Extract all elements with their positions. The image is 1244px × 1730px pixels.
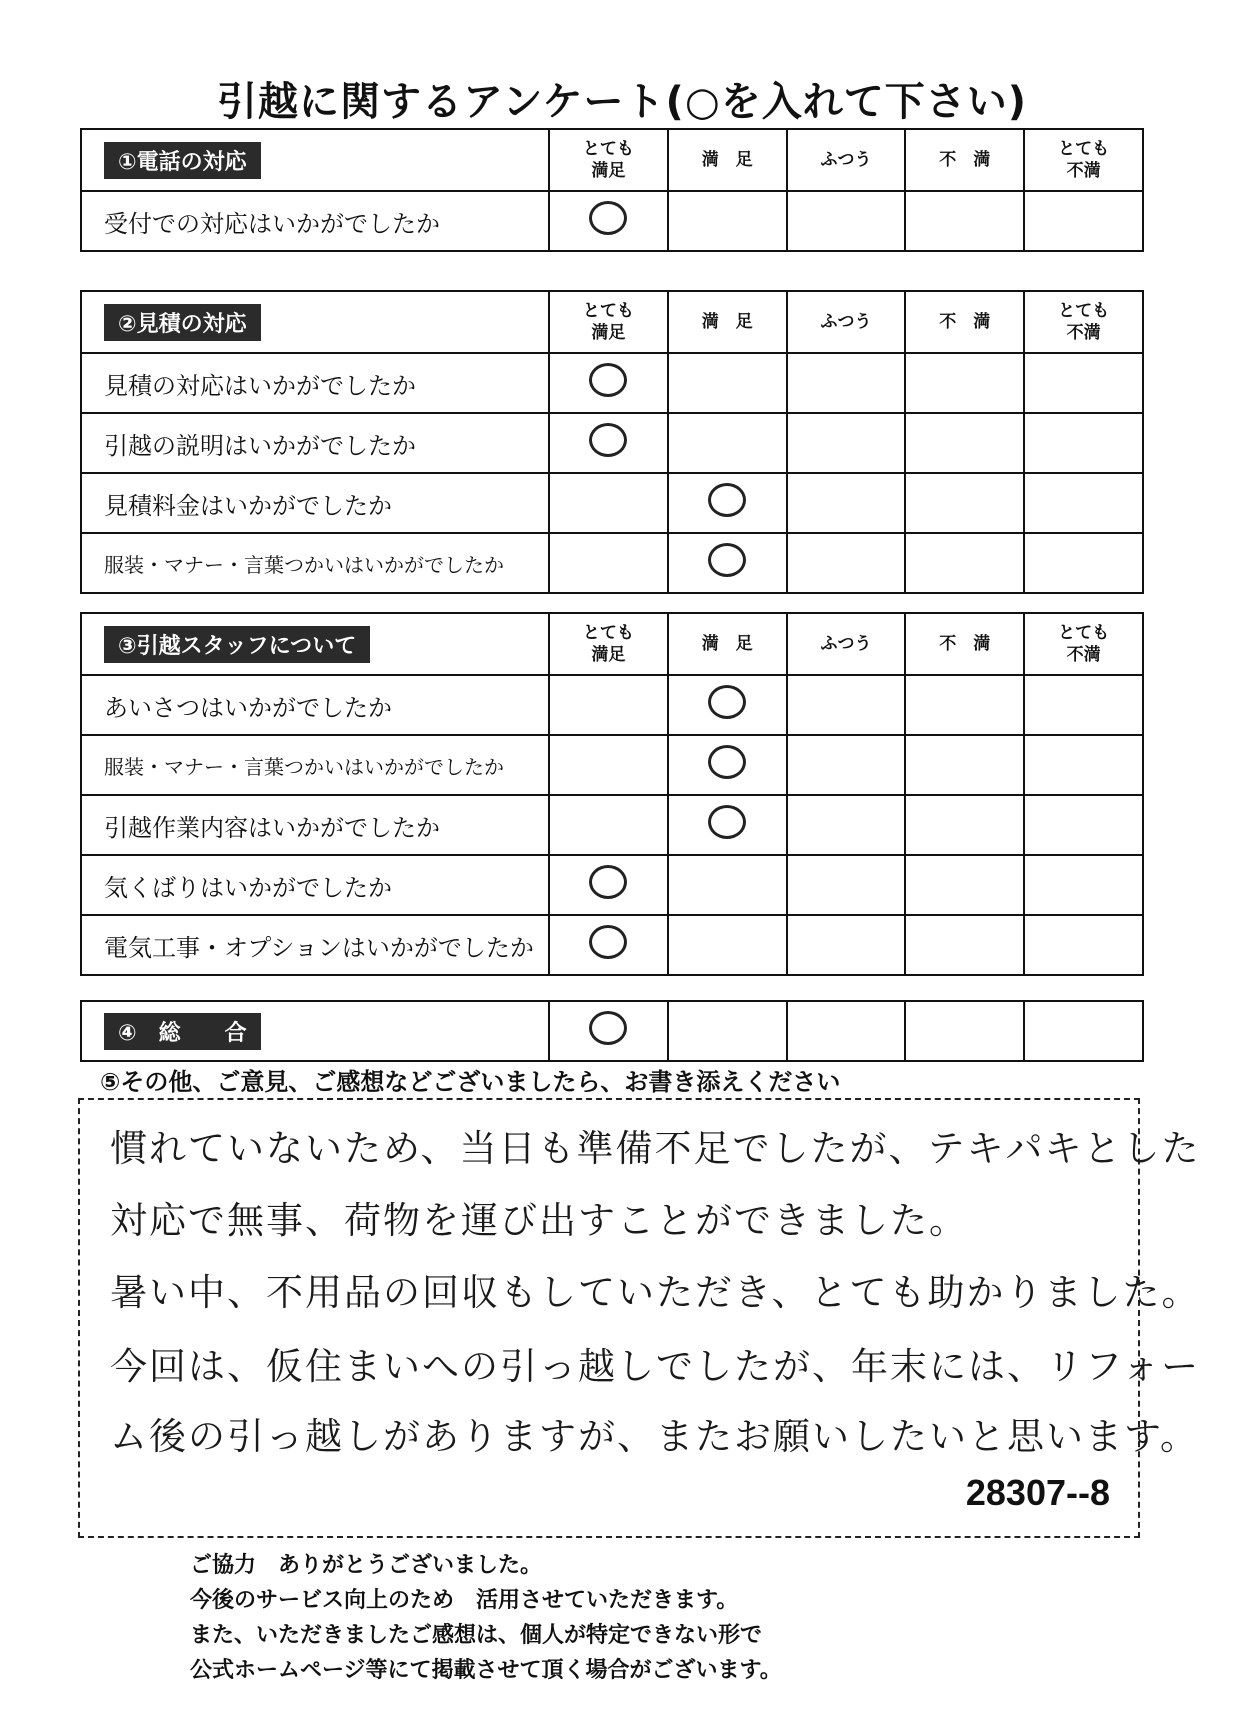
page-title: 引越に関するアンケート(○を入れて下さい) [216,79,1028,125]
header-dissatisfied: 不 満 [905,291,1024,353]
section-5-label: ⑤その他、ご意見、ご感想などございましたら、お書き添えください [100,1068,841,1096]
question-text: 見積の対応はいかがでしたか [104,371,416,400]
header-very-dissatisfied: とても 不満 [1024,613,1143,675]
question-text: 服装・マナー・言葉つかいはいかがでしたか [104,552,504,577]
question-row [81,675,1143,735]
rating-cell[interactable] [905,473,1024,533]
rating-cell[interactable] [549,675,668,735]
reference-number: 28307--8 [965,1472,1110,1513]
rating-cell[interactable] [787,1001,906,1061]
question-row [81,413,1143,473]
rating-cell[interactable] [787,735,906,795]
question-row [81,533,1143,593]
header-neutral: ふつう [787,613,906,675]
question-row [81,353,1143,413]
rating-cell[interactable] [905,1001,1024,1061]
circle-mark-icon [589,865,627,899]
footer-note [190,1548,782,1688]
rating-cell[interactable] [787,855,906,915]
rating-cell[interactable] [1024,191,1143,251]
rating-cell[interactable] [787,191,906,251]
question-row [81,855,1143,915]
question-row [81,915,1143,975]
rating-cell[interactable] [549,1001,668,1061]
rating-cell[interactable] [905,735,1024,795]
section-2-table [80,290,1144,594]
rating-cell[interactable] [787,413,906,473]
rating-cell[interactable] [549,735,668,795]
section-4-table [80,1000,1144,1062]
rating-cell[interactable] [787,533,906,593]
rating-cell[interactable] [905,915,1024,975]
rating-cell[interactable] [1024,735,1143,795]
rating-cell[interactable] [787,675,906,735]
rating-cell[interactable] [1024,413,1143,473]
rating-cell[interactable] [668,473,787,533]
header-satisfied: 満 足 [668,291,787,353]
comment-line: 暑い中、不用品の回収もしていただき、とても助かりました。 [110,1271,1201,1314]
question-row [81,735,1143,795]
rating-cell[interactable] [787,473,906,533]
rating-cell[interactable] [1024,353,1143,413]
header-very-dissatisfied: とても 不満 [1024,129,1143,191]
question-row [81,191,1143,251]
question-text: あいさつはいかがでしたか [104,693,392,722]
comment-line: ム後の引っ越しがありますが、またお願いしたいと思います。 [110,1415,1200,1458]
rating-cell[interactable] [905,675,1024,735]
rating-cell[interactable] [1024,915,1143,975]
rating-cell[interactable] [905,191,1024,251]
rating-cell[interactable] [549,915,668,975]
footer-line: 今後のサービス向上のため 活用させていただきます。 [190,1588,739,1613]
question-row [81,473,1143,533]
header-neutral: ふつう [787,129,906,191]
section-1-table [80,128,1144,252]
header-dissatisfied: 不 満 [905,613,1024,675]
header-satisfied: 満 足 [668,613,787,675]
rating-cell[interactable] [549,473,668,533]
circle-mark-icon [708,483,746,517]
circle-mark-icon [589,423,627,457]
comment-box[interactable] [78,1098,1201,1538]
header-dissatisfied: 不 満 [905,129,1024,191]
circle-mark-icon [589,925,627,959]
rating-cell[interactable] [905,533,1024,593]
circle-mark-icon [589,201,627,235]
rating-cell[interactable] [668,855,787,915]
rating-cell[interactable] [787,795,906,855]
rating-cell[interactable] [1024,473,1143,533]
rating-cell[interactable] [1024,675,1143,735]
section-2-label: ②見積の対応 [104,304,261,341]
rating-cell[interactable] [905,413,1024,473]
circle-mark-icon [708,543,746,577]
rating-cell[interactable] [668,1001,787,1061]
rating-cell[interactable] [549,795,668,855]
rating-cell[interactable] [1024,795,1143,855]
question-text: 受付での対応はいかがでしたか [104,209,440,238]
section-3-label: ③引越スタッフについて [104,626,370,663]
question-text: 見積料金はいかがでしたか [104,491,392,520]
question-text: 気くばりはいかがでしたか [104,873,392,902]
rating-cell[interactable] [549,413,668,473]
rating-cell[interactable] [549,353,668,413]
circle-mark-icon [708,805,746,839]
comment-line: 慣れていないため、当日も準備不足でしたが、テキパキとした [110,1127,1201,1170]
rating-cell[interactable] [668,915,787,975]
header-very-satisfied: とても 満足 [549,291,668,353]
header-neutral: ふつう [787,291,906,353]
rating-cell[interactable] [905,855,1024,915]
footer-line: また、いただきましたご感想は、個人が特定できない形で [190,1623,763,1648]
rating-cell[interactable] [668,353,787,413]
question-row [81,1001,1143,1061]
rating-cell[interactable] [1024,533,1143,593]
rating-cell[interactable] [787,353,906,413]
footer-line: 公式ホームページ等にて掲載させて頂く場合がございます。 [190,1658,782,1683]
circle-mark-icon [708,745,746,779]
comment-line: 対応で無事、荷物を運び出すことができました。 [110,1199,968,1242]
header-very-dissatisfied: とても 不満 [1024,291,1143,353]
section-4-label: ④ 総 合 [104,1013,261,1050]
rating-cell[interactable] [668,735,787,795]
rating-cell[interactable] [787,915,906,975]
rating-cell[interactable] [668,675,787,735]
section-1-label: ①電話の対応 [104,142,261,179]
circle-mark-icon [589,1011,627,1045]
rating-cell[interactable] [668,191,787,251]
question-text: 服装・マナー・言葉つかいはいかがでしたか [104,754,504,779]
rating-cell[interactable] [549,533,668,593]
question-text: 引越の説明はいかがでしたか [104,431,416,460]
question-row [81,795,1143,855]
rating-cell[interactable] [549,855,668,915]
rating-cell[interactable] [668,533,787,593]
comment-line: 今回は、仮住まいへの引っ越しでしたが、年末には、リフォー [110,1345,1201,1388]
rating-cell[interactable] [905,795,1024,855]
rating-cell[interactable] [1024,1001,1143,1061]
footer-line: ご協力 ありがとうございました。 [190,1553,543,1578]
rating-cell[interactable] [549,191,668,251]
header-very-satisfied: とても 満足 [549,129,668,191]
circle-mark-icon [589,363,627,397]
rating-cell[interactable] [905,353,1024,413]
rating-cell[interactable] [668,413,787,473]
rating-cell[interactable] [668,795,787,855]
rating-cell[interactable] [1024,855,1143,915]
header-very-satisfied: とても 満足 [549,613,668,675]
question-text: 電気工事・オプションはいかがでしたか [104,933,534,962]
section-3-table [80,612,1144,976]
circle-mark-icon [708,685,746,719]
question-text: 引越作業内容はいかがでしたか [104,813,440,842]
header-satisfied: 満 足 [668,129,787,191]
